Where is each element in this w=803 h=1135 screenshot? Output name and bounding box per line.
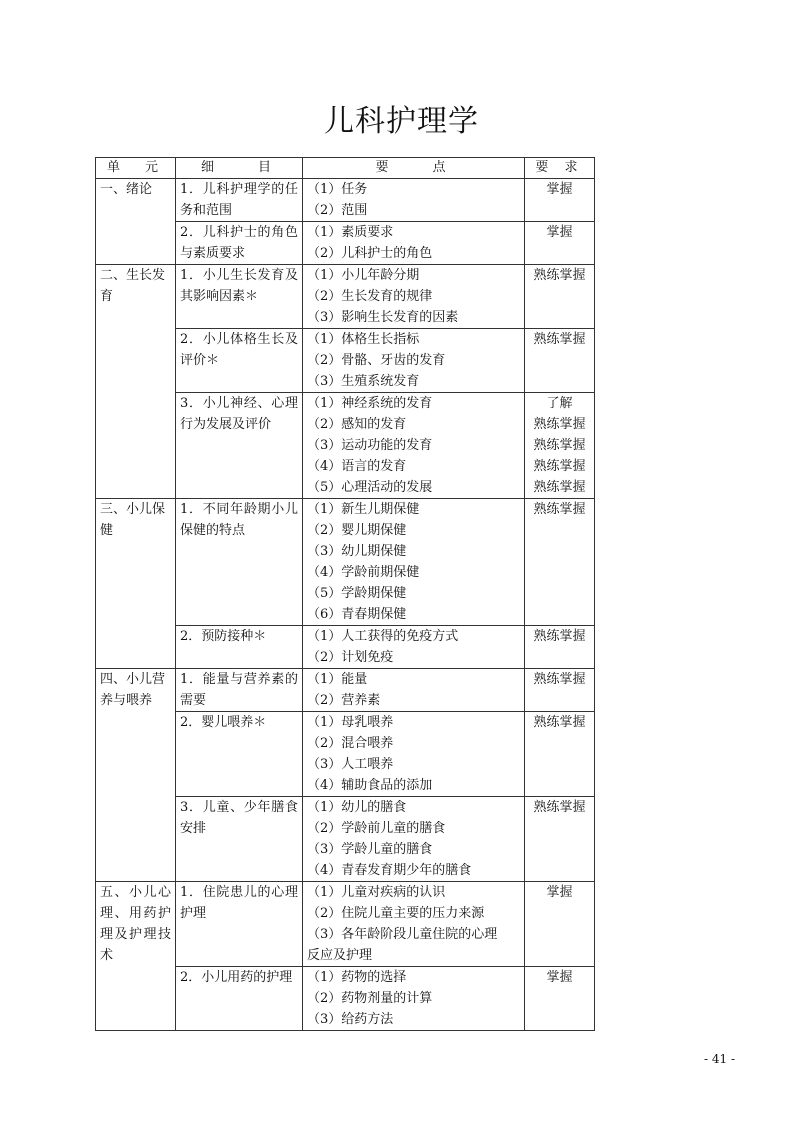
point-item: （3）各年龄阶段儿童住院的心理 (307, 927, 498, 942)
table-row (96, 499, 595, 626)
detail-cell: 1．儿科护理学的任务和范围 (176, 179, 303, 222)
points-cell (303, 329, 525, 393)
requirement-item: 熟练掌握 (533, 417, 586, 432)
points-cell (303, 669, 525, 712)
requirement-cell: 掌握 (525, 882, 595, 967)
point-item: （1）人工获得的免疫方式 (307, 629, 459, 644)
table-row (96, 669, 595, 712)
point-item: （1）神经系统的发育 (307, 396, 433, 411)
point-item: （2）学龄前儿童的膳食 (307, 821, 446, 836)
points-cell (303, 797, 525, 882)
unit-cell: 一、绪论 (96, 179, 176, 265)
detail-cell: 3．小儿神经、心理行为发展及评价 (176, 393, 303, 499)
unit-cell: 五、小儿心理、用药护理及护理技术 (96, 882, 176, 1031)
detail-cell: 1．能量与营养素的需要 (176, 669, 303, 712)
table-header-row (96, 158, 595, 179)
requirement-cell: 熟练掌握 (525, 797, 595, 882)
point-item: （4）青春发育期少年的膳食 (307, 863, 472, 878)
point-item: （4）语言的发育 (307, 459, 407, 474)
point-item: （2）生长发育的规律 (307, 289, 433, 304)
unit-cell: 三、小儿保健 (96, 499, 176, 669)
points-cell (303, 179, 525, 222)
points-cell (303, 882, 525, 967)
detail-cell: 2．预防接种＊ (176, 626, 303, 669)
unit-cell: 四、小儿营养与喂养 (96, 669, 176, 882)
requirement-cell: 熟练掌握 (525, 499, 595, 626)
point-item: （3）运动功能的发育 (307, 438, 433, 453)
point-item: （1）小儿年龄分期 (307, 268, 420, 283)
point-item: （1）任务 (307, 182, 368, 197)
requirement-item: 了解 (546, 396, 573, 411)
page-title: 儿科护理学 (324, 104, 479, 139)
detail-cell: 1．住院患儿的心理护理 (176, 882, 303, 967)
point-item: （4）学龄前期保健 (307, 565, 420, 580)
requirement-cell: 熟练掌握 (525, 712, 595, 797)
point-item: （2）住院儿童主要的压力来源 (307, 906, 485, 921)
unit-cell: 二、生长发育 (96, 265, 176, 499)
point-item: （2）儿科护士的角色 (307, 246, 433, 261)
point-item: （1）素质要求 (307, 225, 394, 240)
point-item: （3）给药方法 (307, 1012, 394, 1027)
point-item: （1）母乳喂养 (307, 715, 394, 730)
point-item: （3）人工喂养 (307, 757, 394, 772)
point-item: （1）幼儿的膳食 (307, 800, 407, 815)
point-item: （2）营养素 (307, 693, 381, 708)
detail-cell: 1．小儿生长发育及其影响因素＊ (176, 265, 303, 329)
points-cell (303, 393, 525, 499)
header-requirement: 要 求 (525, 158, 595, 179)
detail-cell: 2．婴儿喂养＊ (176, 712, 303, 797)
syllabus-table (95, 157, 595, 1031)
requirement-cell: 掌握 (525, 967, 595, 1031)
point-item: （1）药物的选择 (307, 970, 407, 985)
point-item: （2）骨骼、牙齿的发育 (307, 353, 446, 368)
table-row (96, 265, 595, 329)
point-item: （4）辅助食品的添加 (307, 778, 433, 793)
requirement-cell: 掌握 (525, 179, 595, 222)
points-cell (303, 626, 525, 669)
requirement-cell: 熟练掌握 (525, 329, 595, 393)
points-cell (303, 265, 525, 329)
point-item: （5）学龄期保健 (307, 586, 407, 601)
point-item: （3）学龄儿童的膳食 (307, 842, 433, 857)
point-item: （3）影响生长发育的因素 (307, 310, 459, 325)
requirement-cell: 熟练掌握 (525, 265, 595, 329)
detail-cell: 2．小儿用药的护理 (176, 967, 303, 1031)
point-item: （2）计划免疫 (307, 650, 394, 665)
requirement-cell: 熟练掌握 (525, 669, 595, 712)
requirement-cell (525, 393, 595, 499)
detail-cell: 1．不同年龄期小儿保健的特点 (176, 499, 303, 626)
header-points: 要 点 (303, 158, 525, 179)
points-cell (303, 499, 525, 626)
requirement-item: 熟练掌握 (533, 438, 586, 453)
point-item: （1）体格生长指标 (307, 332, 420, 347)
page-number: - 41 - (703, 1052, 735, 1066)
point-item: （1）儿童对疾病的认识 (307, 885, 446, 900)
point-item: （2）婴儿期保健 (307, 523, 407, 538)
table-row (96, 179, 595, 222)
table-row (96, 882, 595, 967)
point-item: （2）药物剂量的计算 (307, 991, 433, 1006)
point-item: 反应及护理 (307, 948, 373, 963)
point-item: （3）幼儿期保健 (307, 544, 407, 559)
requirement-cell: 熟练掌握 (525, 626, 595, 669)
header-unit: 单 元 (96, 158, 176, 179)
point-item: （2）混合喂养 (307, 736, 394, 751)
points-cell (303, 967, 525, 1031)
point-item: （2）感知的发育 (307, 417, 407, 432)
point-item: （3）生殖系统发育 (307, 374, 420, 389)
point-item: （2）范围 (307, 203, 368, 218)
detail-cell: 2．小儿体格生长及评价＊ (176, 329, 303, 393)
point-item: （1）能量 (307, 672, 368, 687)
points-cell (303, 222, 525, 265)
requirement-item: 熟练掌握 (533, 459, 586, 474)
point-item: （5）心理活动的发展 (307, 480, 433, 495)
detail-cell: 3．儿童、少年膳食安排 (176, 797, 303, 882)
detail-cell: 2．儿科护士的角色与素质要求 (176, 222, 303, 265)
header-detail: 细 目 (176, 158, 303, 179)
points-cell (303, 712, 525, 797)
requirement-item: 熟练掌握 (533, 480, 586, 495)
requirement-cell: 掌握 (525, 222, 595, 265)
point-item: （1）新生儿期保健 (307, 502, 420, 517)
point-item: （6）青春期保健 (307, 607, 407, 622)
